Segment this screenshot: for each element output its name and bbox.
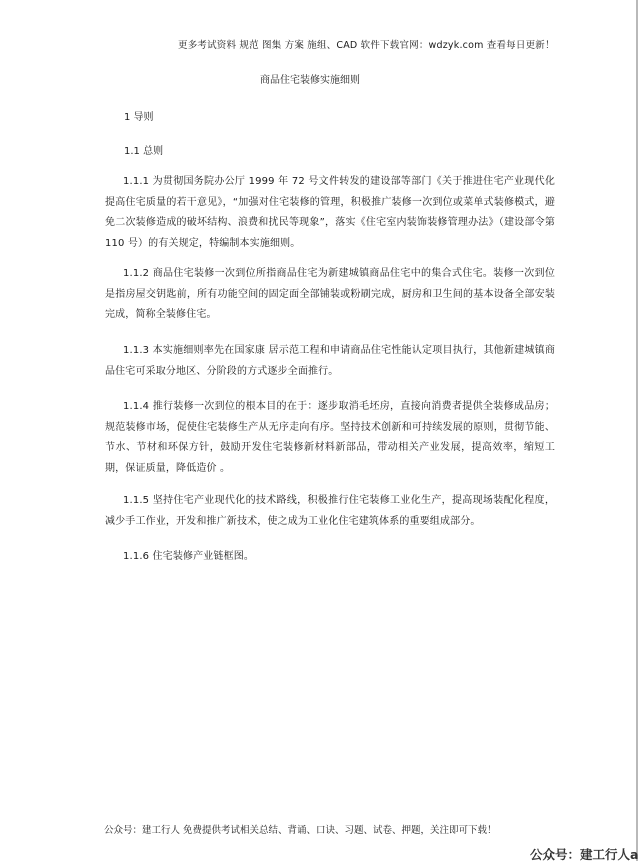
paragraph-1-1-5: 1.1.5 坚持住宅产业现代化的技术路线，积极推行住宅装修工业化生产，提高现场装配化程度，减少手工作业，开发和推广新技术，使之成为工业化住宅建筑体系的重要组成部分。 <box>105 495 555 527</box>
paragraph-1-1-2: 1.1.2 商品住宅装修一次到位所指商品住宅为新建城镇商品住宅中的集合式住宅。装修一次到位是指房屋交钥匙前，所有功能空间的固定面全部铺装或粉刷完成，厨房和卫生间的基本设备全部安装完成，简称全装修住宅。 <box>105 268 555 320</box>
paragraph-1-1-6: 1.1.6 住宅装修产业链框图。 <box>123 551 255 562</box>
document-title: 商品住宅装修实施细则 <box>260 75 360 86</box>
section-heading-1-1: 1.1 总则 <box>124 146 164 157</box>
paragraph-1-1-3: 1.1.3 本实施细则率先在国家康 居示范工程和申请商品住宅性能认定项目执行，其他新建城镇商品住宅可采取分地区、分阶段的方式逐步全面推行。 <box>105 345 555 377</box>
paragraph-1-1-4: 1.1.4 推行装修一次到位的根本目的在于：逐步取消毛坯房，直接向消费者提供全装修成品房；规范装修市场，促使住宅装修生产从无序走向有序。坚持技术创新和可持续发展的原则，贯彻节能、节水、节材和环保方针，鼓励开发住宅装修新材料新部品，带动相关产业发展，提高效率，缩短工期，保证质量，降低造价 。 <box>105 401 555 474</box>
section-heading-1: 1 导则 <box>124 112 154 123</box>
paragraph-1-1-1: 1.1.1 为贯彻国务院办公厅 1999 年 72 号文件转发的建设部等部门《关于推进住宅产业现代化提高住宅质量的若干意见》，“加强对住宅装修的管理，积极推广装修一次到位或菜单式装修模式，避免二次装修造成的破坏结构、浪费和扰民等现象”，落实《住宅室内装饰装修管理办法》（建设部令第 110 号）的有关规定，特编制本实施细则。 <box>105 176 555 249</box>
footer-note: 公众号：建工行人 免费提供考试相关总结、背诵、口诀、习题、试卷、押题，关注即可下载！ <box>104 825 497 836</box>
header-note: 更多考试资料 规范 图集 方案 施组、CAD 软件下载官网：wdzyk.com 查看每日更新！ <box>178 40 555 51</box>
watermark: 公众号：建工行人a <box>530 847 638 862</box>
